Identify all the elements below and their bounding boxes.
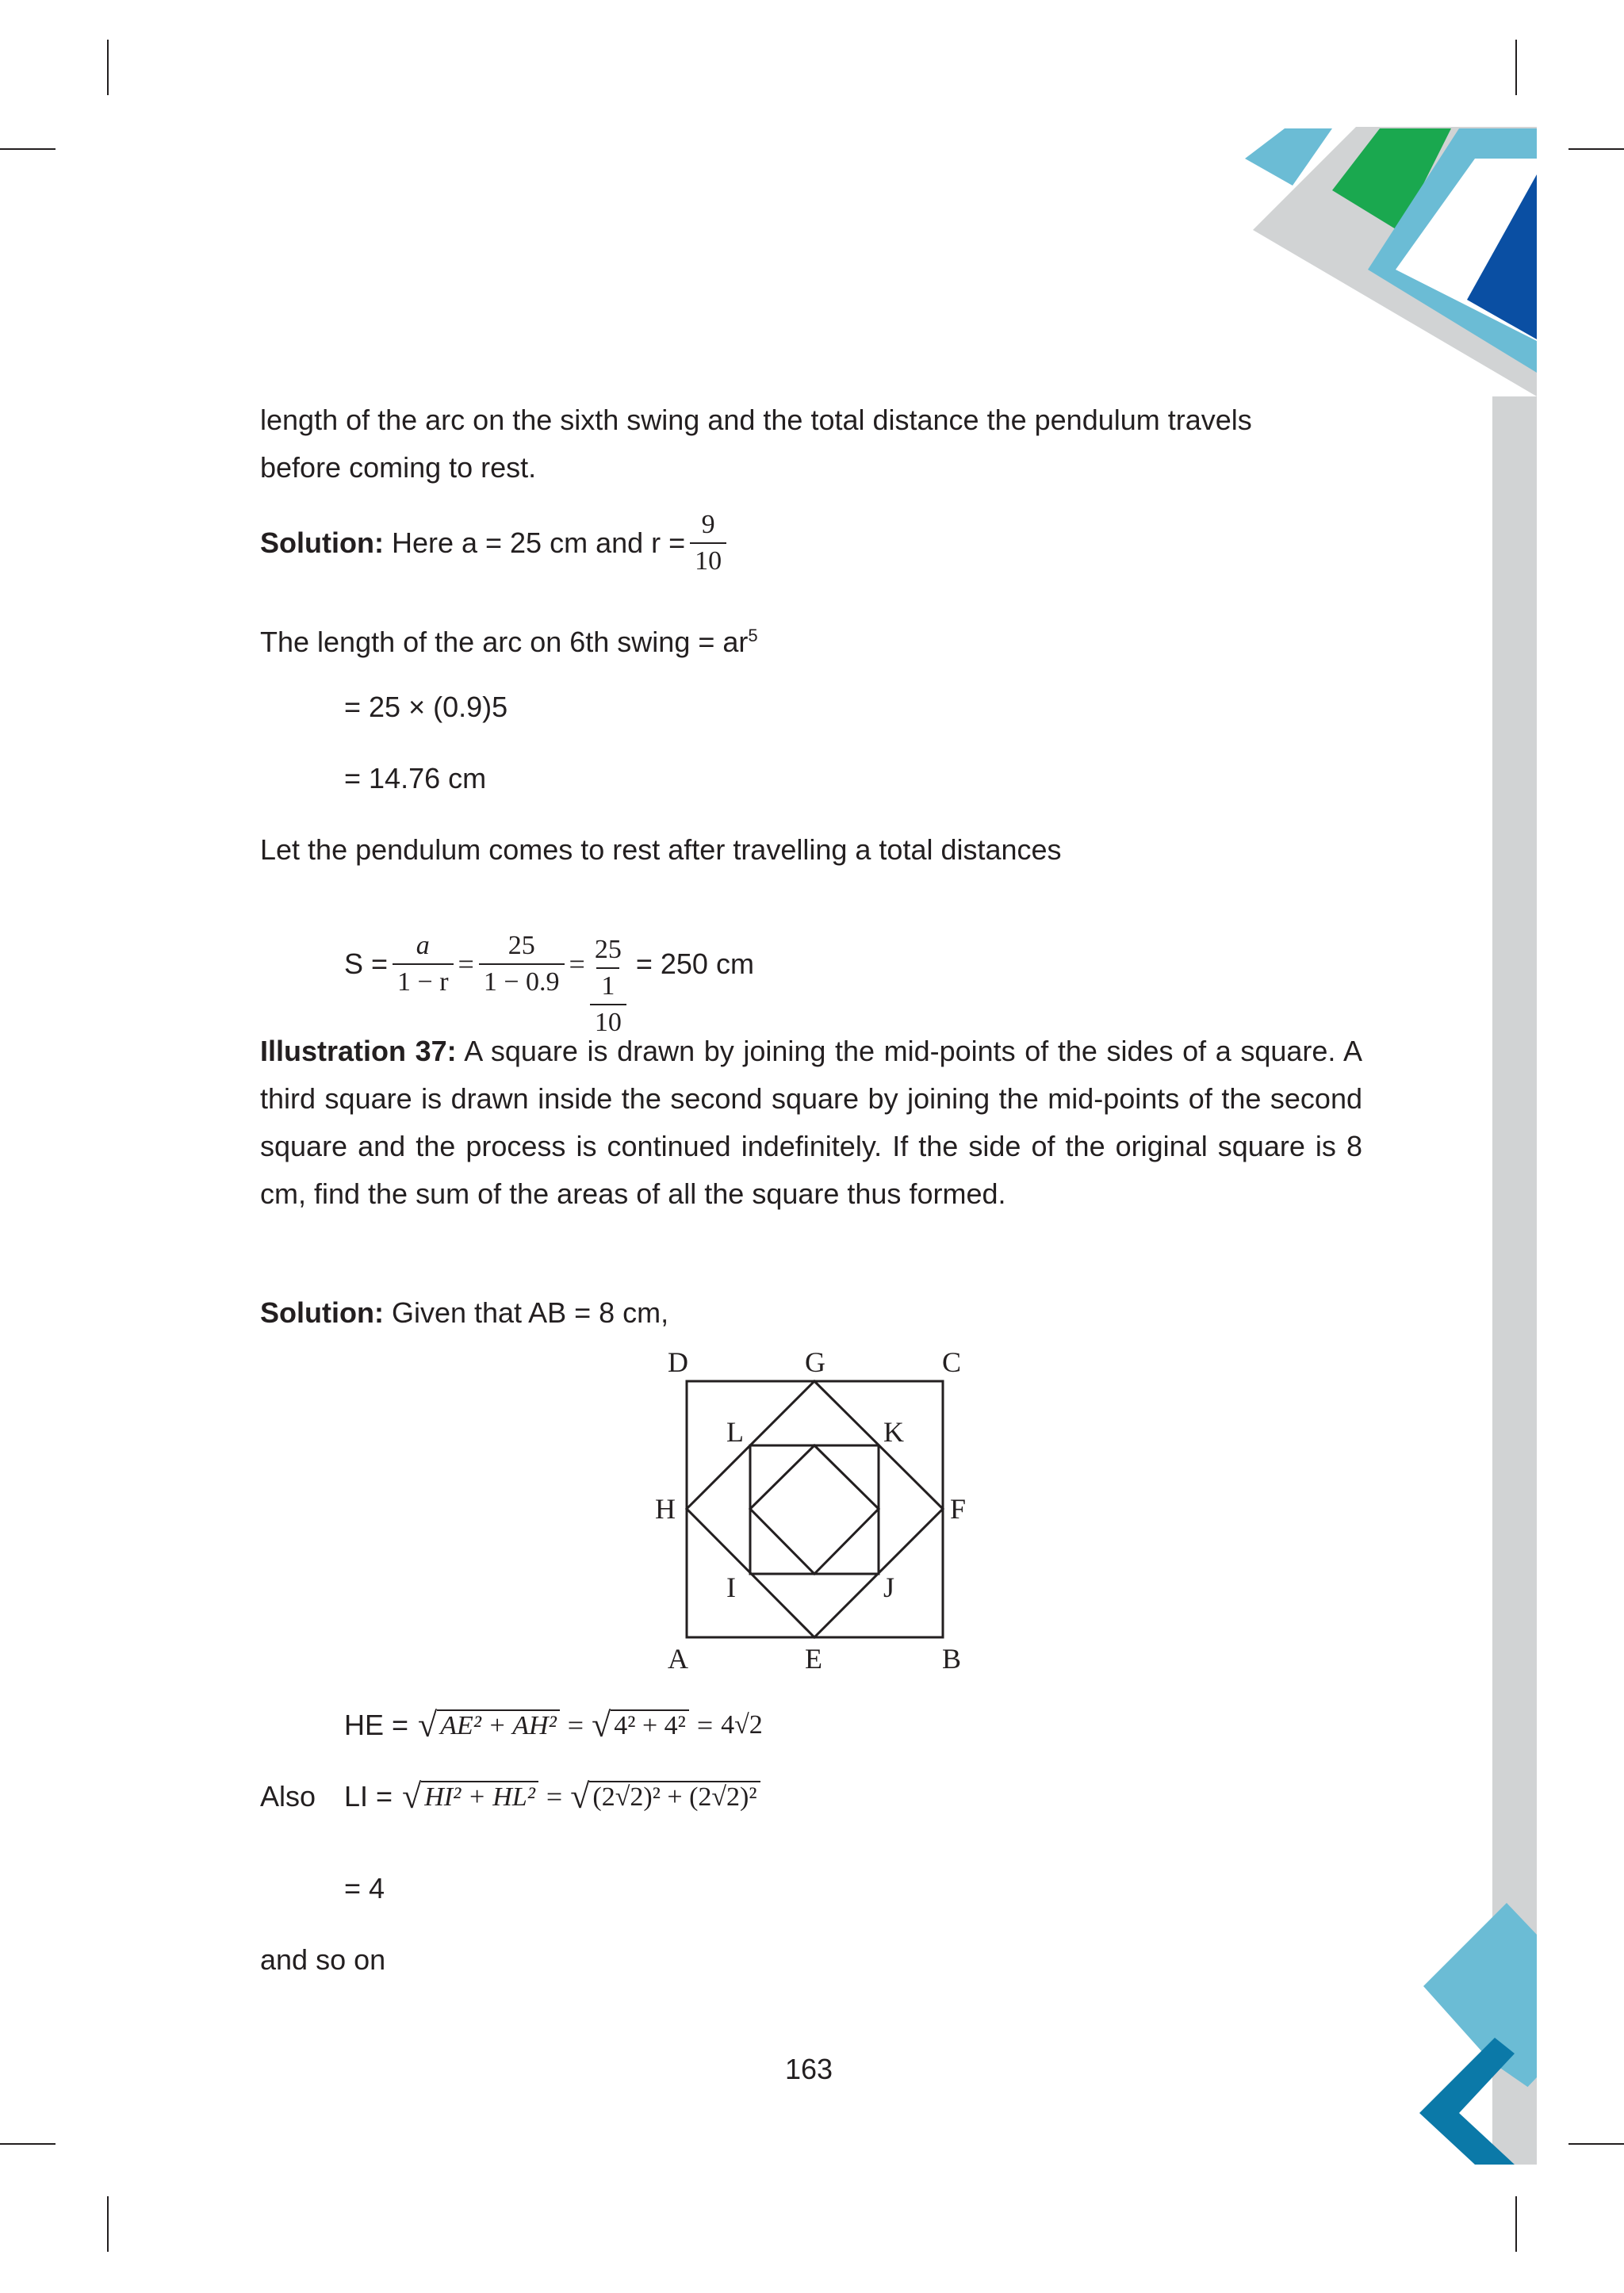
he-radicand-2: 4² + 4²: [611, 1709, 689, 1741]
sum-result: = 250 cm: [635, 947, 754, 980]
nested-squares-figure: [634, 1340, 991, 1689]
he-equation: [344, 1705, 763, 1745]
he-lhs: HE =: [344, 1708, 409, 1741]
sqrt-sign-3: √: [402, 1777, 422, 1816]
fraction-3-denominator-bottom: 10: [590, 1004, 626, 1040]
illustration-text: A square is drawn by joining the mid-points of the sides of a square. A third square is drawn inside the second square by joining the mid-points of the second square and the process is continued indefinitely. If the side of the original square is 8 cm, find the sum of the areas of all the square thus formed.: [260, 1035, 1363, 1210]
intro-line-1: length of the arc on the sixth swing and the total distance the pendulum travels: [260, 404, 1252, 436]
li-lhs: LI =: [344, 1779, 393, 1813]
right-grey-strip: [1492, 396, 1537, 2165]
solution-1-row: [260, 507, 731, 579]
fraction-2-denominator: 1 − 0.9: [479, 963, 565, 1000]
sqrt-sign-2: √: [592, 1705, 611, 1744]
fraction-2-numerator: 25: [508, 931, 535, 960]
ratio-fraction: [690, 507, 726, 579]
label-B: B: [942, 1643, 962, 1675]
solution-2-text: Given that AB = 8 cm,: [391, 1296, 669, 1329]
illustration-label: Illustration 37:: [260, 1035, 457, 1067]
fraction-25-over-1-tenth: [590, 932, 626, 1040]
li-radicand-2: (2√2)² + (2√2)²: [589, 1781, 760, 1813]
intro-line-2: before coming to rest.: [260, 451, 537, 484]
solution-label: Solution:: [260, 526, 384, 559]
li-result: = 4: [344, 1872, 385, 1904]
label-F: F: [950, 1493, 967, 1525]
he-equals-1: =: [567, 1709, 584, 1741]
fraction-1-numerator: a: [416, 931, 430, 960]
outer-square: [687, 1381, 943, 1637]
fraction-a-over-1-minus-r: [393, 928, 454, 1000]
page-number: 163: [785, 2053, 833, 2085]
solution-2-label: Solution:: [260, 1296, 384, 1329]
illustration-paragraph: [260, 1028, 1362, 1218]
label-I: I: [726, 1571, 736, 1603]
label-J: J: [883, 1571, 895, 1603]
label-D: D: [668, 1346, 688, 1378]
arc-length-text: The length of the arc on 6th swing = ar: [260, 626, 749, 658]
sqrt-sign-1: √: [418, 1705, 438, 1744]
he-radicand-1: AE² + AH²: [437, 1709, 560, 1741]
fraction-3-numerator: 25: [594, 935, 622, 964]
fraction-1-denominator: 1 − r: [393, 963, 454, 1000]
sum-lhs: S =: [344, 947, 389, 980]
label-E: E: [805, 1643, 822, 1675]
label-A: A: [668, 1643, 688, 1675]
label-G: G: [805, 1346, 825, 1378]
equals-sign-2: =: [569, 948, 585, 980]
sqrt-sign-4: √: [570, 1777, 590, 1816]
label-L: L: [726, 1416, 744, 1448]
rest-line: Let the pendulum comes to rest after travelling a total distances: [260, 833, 1062, 866]
fourth-square: [750, 1445, 879, 1574]
label-K: K: [883, 1416, 904, 1448]
solution-1-text: Here a = 25 cm and r =: [391, 526, 686, 559]
solution-2-line: [260, 1289, 668, 1337]
arc-step-1: = 25 × (0.9)5: [344, 691, 508, 723]
label-H: H: [655, 1493, 676, 1525]
sum-formula: [344, 888, 754, 1040]
ratio-denominator: 10: [690, 542, 726, 579]
label-C: C: [942, 1346, 962, 1378]
arc-step-2: = 14.76 cm: [344, 762, 487, 794]
li-equation: [260, 1776, 760, 1816]
arc-length-exponent: 5: [748, 626, 758, 645]
he-result: 4√2: [721, 1709, 763, 1740]
fraction-3-denominator-top: 1: [596, 967, 619, 1004]
li-also: Also: [260, 1779, 316, 1813]
li-radicand-1: HI² + HL²: [421, 1781, 538, 1813]
he-equals-2: =: [696, 1709, 714, 1741]
ratio-numerator: 9: [701, 510, 715, 539]
li-equals: =: [546, 1780, 563, 1813]
and-so-on: and so on: [260, 1943, 386, 1976]
equals-sign-1: =: [458, 948, 474, 980]
third-square: [750, 1445, 879, 1574]
fraction-25-over-0-1: [479, 928, 565, 1000]
arc-length-line: [260, 612, 758, 666]
second-square: [687, 1381, 943, 1637]
